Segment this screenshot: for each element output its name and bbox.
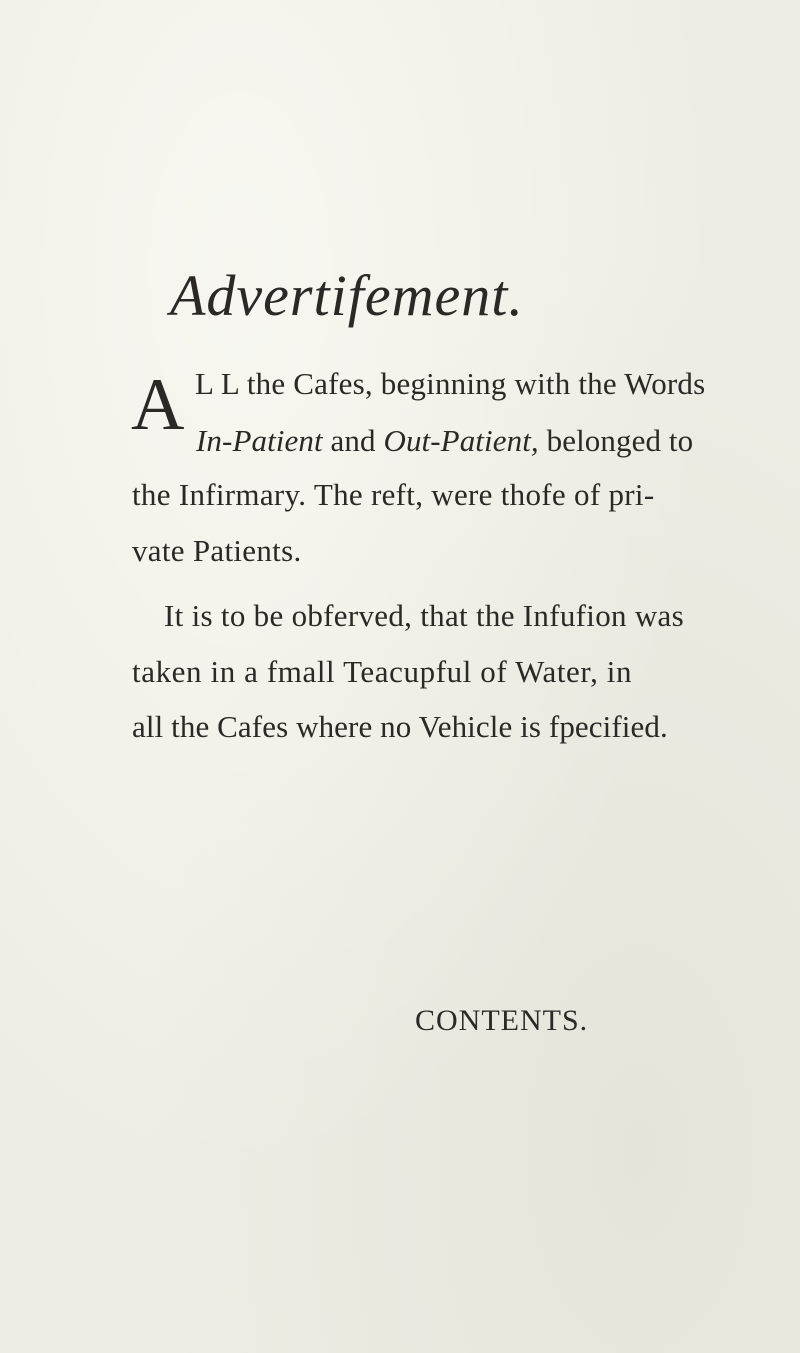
paragraph-2-line-1: It is to be obferved, that the Infufion was [164,598,684,633]
page-title: Advertifement. [170,263,524,328]
conjunction-and: and [322,423,384,458]
paragraph-2-line-3: all the Cafes where no Vehicle is fpecified. [132,709,668,744]
term-in-patient: In-Patient [196,423,323,458]
paragraph-1-line-1: L L the Cafes, beginning with the Words [195,366,706,401]
paragraph-1-line-3: the Infirmary. The reft, were thofe of pri- [132,477,655,512]
contents-heading: CONTENTS. [415,1004,589,1037]
paragraph-2-line-2: taken in a fmall Teacupful of Water, in [132,654,633,689]
paragraph-1-line-2 [196,421,693,461]
term-out-patient: Out-Patient, [383,423,539,458]
line-2-rest: belonged to [538,423,694,458]
paragraph-1-line-4: vate Patients. [132,533,302,568]
drop-cap: A [131,364,185,446]
